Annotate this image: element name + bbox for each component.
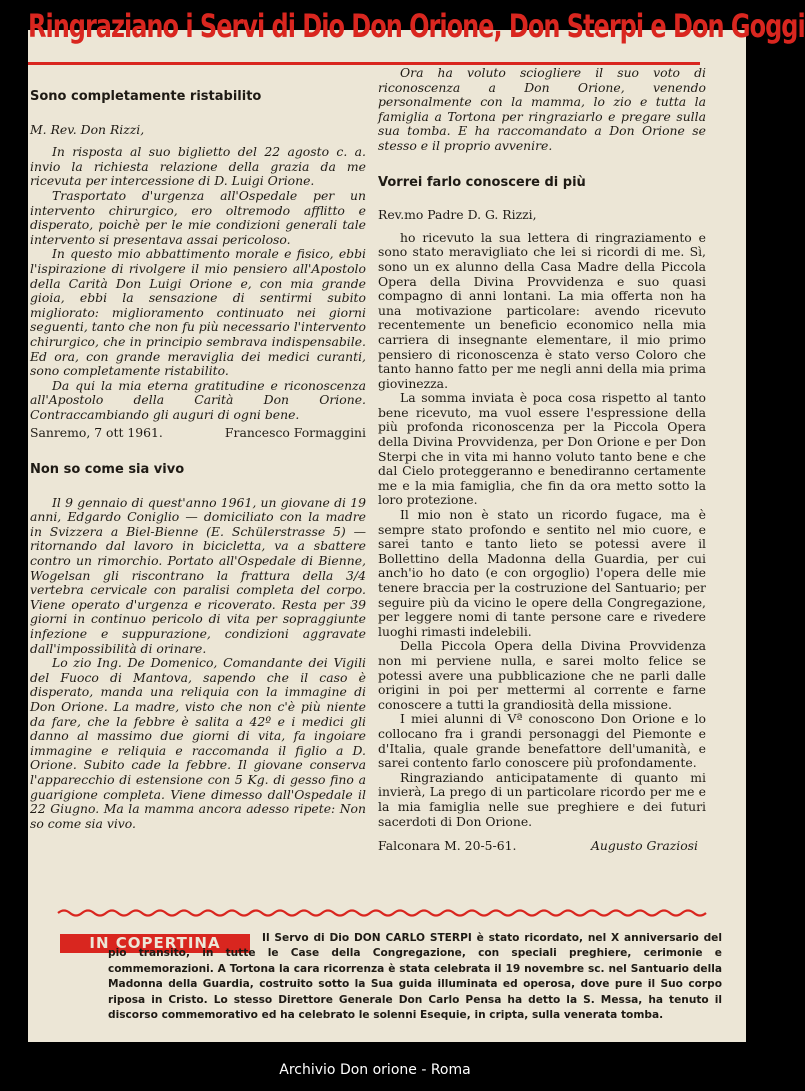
letter2-title: Non so come sia vivo [30,462,185,478]
cover-label: IN COPERTINA [60,934,250,953]
left-column [30,66,366,831]
letter1-paragraph: In risposta al suo biglietto del 22 agosto c. a. invio la richiesta relazione della grazia da me ricevuta per intercessione di D. Luigi Orione. [30,144,366,189]
decorative-wave-divider [58,908,706,918]
letter1-paragraph: Trasportato d'urgenza all'Ospedale per un intervento chirurgico, ero oltremodo afflitto e disperato, poichè per le mie condizioni generali tale intervento si presentava assai pericoloso. [30,187,366,247]
archive-credit: Archivio Don orione - Roma [279,1062,471,1078]
letter1-title: Sono completamente ristabilito [30,89,262,104]
letter3-paragraph: I miei alunni di Vª conoscono Don Orione e lo collocano fra i grandi personaggi del Piemonte e d'Italia, quale grande benefattore dell'umanità, e sarei contento farlo conoscere più profondamente. [378,711,706,771]
letter3-paragraph: Ringraziando anticipatamente di quanto mi invierà, La prego di un particolare ricordo per me e la mia famiglia nelle sue preghiere e dei futuri sacerdoti di Don Orione. [378,769,706,829]
page-headline: Ringraziano i Servi di Dio Don Orione, Don Sterpi e Don Goggi [28,8,805,45]
letter3-paragraph: Della Piccola Opera della Divina Provvidenza non mi perviene nulla, e sarei molto felice se potessi avere una pubblicazione che ne parli dalle origini in poi per mettermi al corrente e farne conoscere a tutti la grandiosità della missione. [378,638,706,712]
letter1-paragraph: Da qui la mia eterna gratitudine e riconoscenza all'Apostolo della Carità Don Orione. Contraccambiando gli auguri di ogni bene. [30,377,366,422]
letter3-place-date: Falconara M. 20-5-61. [378,838,517,854]
letter1-place-date: Sanremo, 7 ott 1961. [30,425,163,441]
letter3-title: Vorrei farlo conoscere di più [378,174,586,190]
letter2-paragraph: Il 9 gennaio di quest'anno 1961, un giovane di 19 anni, Edgardo Coniglio — domiciliato con la madre in Svizzera a Biel-Bienne (E. Schülerstrasse 5) — ritornando dal lavoro in bicicletta, va a sbattere contro un rimorchio. Portato all'Ospedale di Bienne, Wogelsan gli riscontrano la frattura della 3/4 vertebra cervicale con paralisi completa del corpo. Viene operato d'urgenza e ricoverato. Resta per 39 giorni in continuo pericolo di vita per sopraggiunte infezione e suppurazione, condizioni aggravate dall'impossibilità di orinare. [30,494,366,656]
letter1-salutation: M. Rev. Don Rizzi, [30,121,145,137]
cover-caption: Il Servo di Dio DON CARLO STERPI è stato ricordato, nel X anniversario del pio transito, in tutte le Case della Congregazione, con speciali preghiere, cerimonie e commemorazioni. A Tortona la cara ricorrenza è stata celebrata il 19 novembre sc. nel Santuario della Madonna della Guardia, costruito sotto la Sua guida illuminata ed operosa, dove pure il Suo corpo riposa in Cristo. Lo stesso Direttore Generale Don Carlo Pensa ha detto la S. Messa, ha tenuto il discorso commemorativo ed ha celebrato le solenni Esequie, in cripta, sulla venerata tomba. [108,932,722,1022]
letter3-salutation: Rev.mo Padre D. G. Rizzi, [378,207,537,223]
letter1-signature: Francesco Formaggini [224,425,366,441]
letter3-paragraph: Il mio non è stato un ricordo fugace, ma è sempre stato profondo e sentito nel mio cuore, e sarei tanto e tanto lieto se potessi avere il Bollettino della Madonna della Guardia, per cui anch'io ho dato (e con orgoglio) l'opera delle mie tenere braccia per la costruzione del Santuario; per seguire più da vicino le opere della Congregazione, per leggere nomi di tante persone care e rivedere luoghi rimasti indelebili. [378,507,706,639]
letter3-signature: Augusto Graziosi [590,838,698,854]
letter3-paragraph: ho ricevuto la sua lettera di ringraziamento e sono stato meravigliato che lei si ricordi di me. Sì, sono un ex alunno della Casa Madre della Piccola Opera della Divina Provvidenza e suo quasi compagno di anni lontani. La mia offerta non ha una motivazione particolare: avendo ricevuto recentemente un beneficio economico nella mia carriera di insegnante elementare, il mio primo pensiero di riconoscenza è stato verso Coloro che tanto hanno fatto per me negli anni della mia prima giovinezza. [378,229,706,391]
letter2-paragraph: Ora ha voluto sciogliere il suo voto di riconoscenza a Don Orione, venendo personalmente con la mamma, lo zio e tutta la famiglia a Tortona per ringraziarlo e pregare sulla sua tomba. E ha raccomandato a Don Orione se stesso e il proprio avvenire. [378,65,706,153]
letter2-paragraph: Lo zio Ing. De Domenico, Comandante dei Vigili del Fuoco di Mantova, sapendo che il caso è disperato, manda una reliquia con la immagine di Don Orione. La madre, visto che non c'è più niente da fare, che la febbre è salita a 42º e i medici gli danno al massimo due giorni di vita, fa ingoiare immagine e reliquia e raccomanda il figlio a D. Orione. Subito cade la febbre. Il giovane conserva l'apparecchio di estensione con 5 Kg. di gesso fino a guarigione completa. Viene dimesso dall'Ospedale il 22 Giugno. Ma la mamma ancora adesso ripete: Non so come sia vivo. [30,655,366,831]
letter1-paragraph: In questo mio abbattimento morale e fisico, ebbi l'ispirazione di rivolgere il mio pensiero all'Apostolo della Carità Don Luigi Orione e, con mia grande gioia, ebbi la sensazione di sentirmi subito migliorato: miglioramento continuato nei giorni seguenti, tanto che non fu più necessario l'intervento chirurgico, che in principio sembrava indispensabile. Ed ora, con grande meraviglia dei medici curanti, sono completamente ristabilito. [30,246,366,379]
letter3-signoff [378,839,706,854]
right-column [378,66,706,854]
letter3-paragraph: La somma inviata è poca cosa rispetto al tanto bene ricevuto, ma vuol essere l'espressione della più profonda riconoscenza per la Piccola Opera della Divina Provvidenza, per Don Orione e per Don Sterpi che in vita mi hanno voluto tanto bene e che dal Cielo proteggeranno e benediranno certamente me e la mia famiglia, che fin da ora metto sotto la loro protezione. [378,390,706,508]
letter1-signoff [30,426,366,441]
